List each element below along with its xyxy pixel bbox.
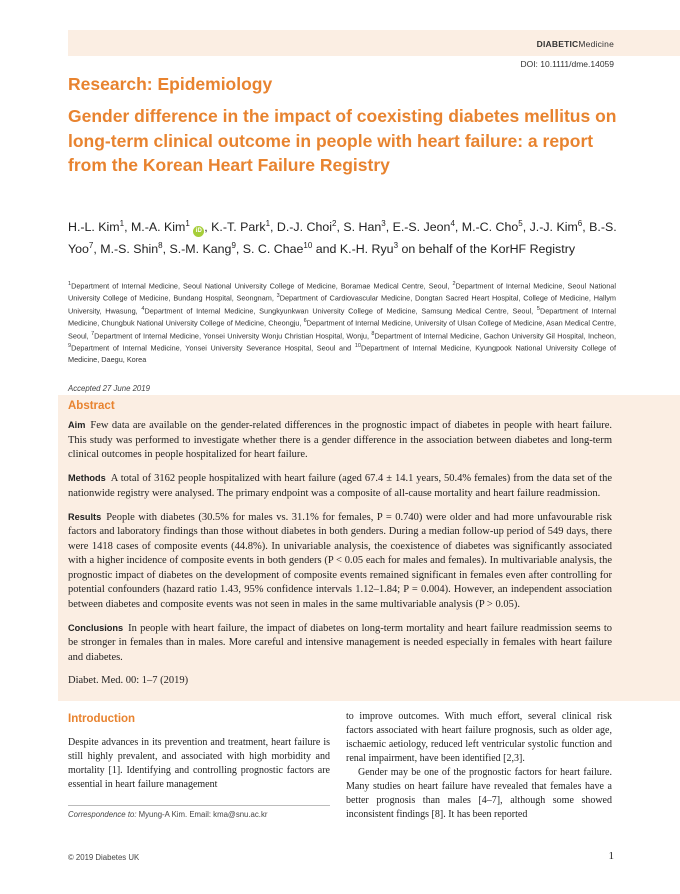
author-affiliation-marker: 1 — [185, 219, 190, 228]
footnote-divider — [68, 805, 330, 806]
abstract-methods: Methods A total of 3162 people hospitalized with heart failure (aged 67.4 ± 14.1 years, 50.4% females) from the data set of the nationwide registry were analysed. The primary endpoint was a composite of all-cause mortality and heart failure readmission. — [68, 473, 612, 499]
author-affiliation-marker: 8 — [158, 241, 163, 251]
author-affiliation-marker: 2 — [332, 219, 337, 228]
affiliation-marker: 1 — [68, 281, 72, 287]
author-affiliation-marker: 3 — [381, 219, 386, 228]
affiliation-text: Department of Internal Medicine, Seoul National University College of Medicine, Boramae Medical Centre, Seoul, — [71, 281, 453, 291]
affiliation-text: Department of Internal Medicine, Seoul National University College of Medicine, Bundang Hospital, Seongnam, — [68, 281, 616, 303]
authors-suffix: on behalf of the KorHF Registry — [398, 242, 576, 257]
affiliation-marker: 6 — [303, 318, 307, 325]
abstract-body — [68, 418, 612, 697]
affiliation-text: Department of Internal Medicine, Yonsei University Wonju Christian Hospital, Wonju, — [94, 331, 372, 341]
author-affiliation-marker: 1 — [119, 219, 125, 228]
intro-paragraph-1-cont: to improve outcomes. With much effort, several clinical risk factors associated with heart failure prognosis, such as older age, ischaemic aetiology, reduced left ventricular systolic function and renal impairment, have been identified [2,3]. — [346, 711, 612, 764]
affiliation-text: Department of Internal Medicine, University of Ulsan College of Medicine, Asan Medical Centre, Seoul, — [68, 318, 616, 341]
author-name: D.-J. Choi — [276, 220, 332, 235]
author-name: E.-S. Jeon — [392, 220, 451, 235]
section-label: Research: Epidemiology — [68, 74, 273, 94]
author-name: M.-A. Kim — [130, 220, 186, 235]
abstract-aim: Aim Few data are available on the gender-related differences in the prognostic impact of diabetes in people with heart failure. This study was performed to investigate whether there is a gender difference in the association between diabetes and long-term clinical outcomes in people hospitalized for heart failure. — [68, 420, 612, 460]
affiliation-marker: 2 — [452, 281, 456, 287]
author-name: M.-C. Cho — [461, 220, 519, 235]
intro-paragraph-1: Despite advances in its prevention and treatment, heart failure is still highly prevalent, and associated with high morbidity and mortality [1]. Identifying and controlling prognostic factors are essential in heart failure management — [68, 737, 330, 790]
author-affiliation-marker: 1 — [265, 219, 271, 228]
accepted-date: Accepted 27 June 2019 — [68, 384, 150, 393]
correspondence: Correspondence to: Myung-A Kim. Email: kma@snu.ac.kr — [68, 810, 268, 819]
author-affiliation-marker: 6 — [577, 219, 583, 228]
affiliation-marker: 3 — [276, 293, 280, 300]
author-list: H.-L. Kim$^1$, M.-A. Kim$^1$ iD , K.-T. Park$^1$, D.-J. Choi$^2$, S. Han$^3$, E.-S. Jeon$^4$, M.-C. Cho$^5$, J.-J. Kim$^6$, B.-S. Yoo$^7$, M.-S. Shin$^8$, S.-M. Kang$^9$, S. C. Chae$^{10}$ and K.-H. Ryu$^3$ on behalf of the KorHF Registry — [68, 219, 617, 257]
doi[interactable]: DOI: 10.1111/dme.14059 — [520, 59, 614, 69]
affiliation-text: Department of Cardiovascular Medicine, Dongtan Sacred Heart Hospital, College of Medicine, Hallym University, Hwasung, — [68, 293, 617, 316]
affiliation-marker: 5 — [536, 305, 540, 312]
affiliation-marker: 10 — [354, 343, 361, 350]
intro-left-column — [68, 736, 330, 792]
article-title: Gender difference in the impact of coexisting diabetes mellitus on long-term clinical outcome in people with heart failure: a report from the Korean Heart Failure Registry — [68, 106, 617, 175]
affiliation-text: Department of Internal Medicine, Gachon University Gil Hospital, Incheon, — [374, 331, 616, 341]
affiliation-text: Department of Internal Medicine, Sungkyunkwan University College of Medicine, Samsung Medical Centre, Seoul, — [144, 306, 537, 316]
page-number: 1 — [608, 850, 614, 862]
intro-right-column — [346, 710, 612, 822]
orcid-icon[interactable]: iD — [193, 226, 204, 237]
author-affiliation-marker: 5 — [518, 219, 523, 228]
author-name: K.-H. Ryu — [339, 242, 394, 257]
correspondence-contact[interactable]: Myung-A Kim. Email: kma@snu.ac.kr — [138, 810, 268, 819]
affiliation-marker: 7 — [91, 330, 95, 337]
author-affiliation-marker: 7 — [88, 241, 94, 251]
author-affiliation-marker: 10 — [303, 241, 313, 251]
affiliations — [68, 279, 616, 365]
author-affiliation-marker: 3 — [393, 241, 399, 251]
affiliation-marker: 9 — [68, 343, 72, 350]
author-name: K.-T. Park — [211, 220, 266, 235]
author-name: M.-S. Shin — [100, 242, 159, 257]
affiliation-marker: 4 — [141, 305, 145, 312]
author-name: J.-J. Kim — [529, 220, 578, 235]
author-name: S. Han — [343, 220, 382, 235]
abstract-results: Results People with diabetes (30.5% for males vs. 31.1% for females, P = 0.740) were older and had more unfavourable risk factors and laboratory findings than those without diabetes in both genders. During a median follow-up period of 549 days, there were 1418 cases of composite events (44.8%). In univariable analysis, the coexistence of diabetes was significantly associated with a higher incidence of composite events in both genders (P < 0.05 each for males and females). In multivariable analysis, the prognostic impact of diabetes on the development of composite events remained significant in females even after controlling for potential confounders (hazard ratio 1.43, 95% confidence intervals 1.12–1.84; P = 0.004). However, an independent association between diabetes and composite events was not seen in males in the same multivariable analysis (P > 0.05). — [68, 511, 612, 610]
affiliation-text: Department of Internal Medicine, Chungbuk National University College of Medicine, Cheongju, — [68, 306, 616, 328]
intro-paragraph-2: Gender may be one of the prognostic factors for heart failure. Many studies on heart failure have revealed that females have a better prognosis than males [4–7], although some showed inconsistent findings [8]. It has been reported — [346, 767, 612, 820]
aim-label: Aim — [68, 420, 86, 430]
abstract-heading: Abstract — [68, 400, 115, 412]
copyright: © 2019 Diabetes UK — [68, 853, 140, 862]
author-name: B.-S. Yoo — [68, 220, 617, 257]
affiliation-text: Department of Internal Medicine, Yonsei University Severance Hospital, Seoul and — [71, 343, 355, 353]
affiliation-marker: 8 — [371, 330, 375, 337]
conclusions-label: Conclusions — [68, 622, 124, 633]
methods-label: Methods — [68, 473, 106, 483]
author-name: S. C. Chae — [242, 242, 304, 257]
author-name: H.-L. Kim — [68, 220, 120, 235]
author-affiliation-marker: 9 — [231, 241, 236, 251]
journal-name: DIABETICMedicine — [536, 39, 614, 49]
author-name: S.-M. Kang — [169, 242, 232, 257]
abstract-conclusions: Conclusions In people with heart failure, the impact of diabetes on long-term mortality and heart failure readmission seems to be stronger in females than in males. More careful and intensive management is needed especially in females with heart failure and diabetes. — [68, 622, 612, 663]
abstract-citation: Diabet. Med. 00: 1–7 (2019) — [68, 674, 189, 686]
author-affiliation-marker: 4 — [450, 219, 455, 228]
introduction-heading: Introduction — [68, 713, 136, 725]
results-label: Results — [68, 511, 102, 522]
affiliation-text: Department of Internal Medicine, Kyungpook National University College of Medicine, Daegu, Korea — [68, 343, 616, 364]
